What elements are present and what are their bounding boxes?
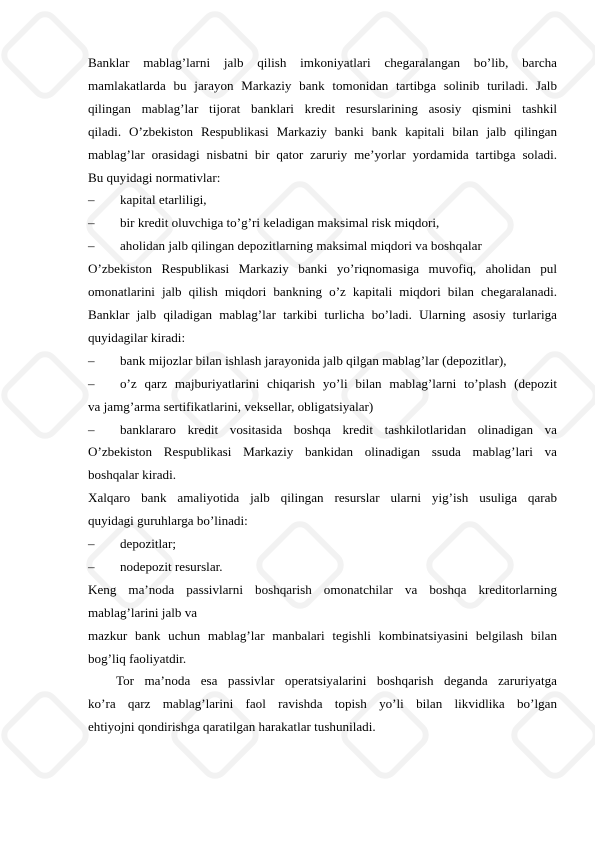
text-line: Tor ma’noda esa passivlar operatsiyalarini boshqarish deganda zaruriyatga xyxy=(116,673,557,689)
bullet-dash: – xyxy=(88,215,95,231)
text-line: mablag’lar orasidagi nisbatni bir qator zaruriy me’yorlar yordamida tartibga soladi. xyxy=(88,146,557,162)
bullet-dash: – xyxy=(88,192,95,208)
watermark-icon xyxy=(0,686,94,785)
bullet-dash: – xyxy=(88,421,95,437)
paragraph-narrow-liability-management xyxy=(88,670,557,739)
paragraph-normatives-heading: Bu quyidagi normativlar: xyxy=(88,169,221,185)
text-line: omonatlarini jalb qilish miqdori bankning o’z kapitali miqdori bilan chegaralanadi. xyxy=(88,284,557,300)
watermark-icon xyxy=(0,346,94,445)
text-line xyxy=(88,419,557,442)
text-line: mazkur bank uchun mablag’lar manbalari tegishli kombinatsiyasini belgilash bilan xyxy=(88,627,557,643)
list-item-text: nodepozit resurslar. xyxy=(120,558,223,574)
text-line: Banklar mablag’larni jalb qilish imkoniyatlari chegaralangan bo’lib, barcha xyxy=(88,55,557,70)
list-item xyxy=(88,419,557,488)
paragraph-broad-liability-management xyxy=(88,579,557,625)
bullet-dash: – xyxy=(88,536,95,552)
bullet-dash: – xyxy=(88,375,95,391)
text-line: Keng ma’noda passivlarni boshqarish omonatchilar va boshqa kreditorlarning xyxy=(88,581,557,597)
text-line: mablag’larini jalb va xyxy=(88,604,198,620)
text-line xyxy=(88,373,557,396)
text-line: O’zbekiston Respublikasi Markaziy banki yo’riqnomasiga muvofiq, aholidan pul xyxy=(88,261,557,277)
list-item-text: kapital etarliligi, xyxy=(120,192,207,208)
list-item-text: o’z qarz majburiyatlarini chiqarish yo’li bilan mablag’larni to’plash (depozit xyxy=(120,375,557,391)
text-line: quyidagilar kiradi: xyxy=(88,329,186,345)
watermark-icon xyxy=(0,6,94,105)
bullet-dash: – xyxy=(88,558,95,574)
text-line: quyidagi guruhlarga bo’linadi: xyxy=(88,513,248,529)
bullet-dash: – xyxy=(88,238,95,254)
list-item xyxy=(88,556,557,579)
text-line: ehtiyojni qondirishga qaratilgan harakatlar tushuniladi. xyxy=(88,719,376,735)
paragraph-funding-sources xyxy=(88,625,557,671)
paragraph-fund-types xyxy=(88,304,557,350)
list-item xyxy=(88,533,557,556)
document-body xyxy=(88,52,557,739)
paragraph-bank-funds-intro xyxy=(88,52,557,167)
bullet-dash: – xyxy=(88,352,95,368)
resource-groups-list xyxy=(88,533,557,579)
text-line: mamlakatlarda bu jarayon Markaziy bank tomonidan tartibga solinib turiladi. Jalb xyxy=(88,77,557,93)
list-item xyxy=(88,212,557,235)
list-item-text: bir kredit oluvchiga to’g’ri keladigan maksimal risk miqdori, xyxy=(120,215,440,231)
list-item-text: aholidan jalb qilingan depozitlarning maksimal miqdori va boshqalar xyxy=(120,238,482,254)
text-line: ko’ra qarz mablag’larini faol ravishda topish yo’li bilan likvidlika bo’lgan xyxy=(88,696,557,712)
text-line: va jamg’arma sertifikatlarini, veksellar, obligatsiyalar) xyxy=(88,398,374,414)
text-line: qilingan mablag’lar tijorat banklari kredit resurslarining asosiy qismini tashkil xyxy=(88,100,557,116)
list-item xyxy=(88,373,557,419)
list-item-text: bank mijozlar bilan ishlash jarayonida jalb qilgan mablag’lar (depozitlar), xyxy=(120,352,507,368)
text-line: Banklar jalb qiladigan mablag’lar tarkibi turlicha bo’ladi. Ularning asosiy turlariga xyxy=(88,306,557,322)
text-line: O’zbekiston Respublikasi Markaziy bankidan olinadigan ssuda mablag’lari va xyxy=(88,444,557,460)
list-item xyxy=(88,350,557,373)
list-item xyxy=(88,189,557,212)
paragraph-international-practice xyxy=(88,487,557,533)
text-line: boshqalar kiradi. xyxy=(88,467,176,483)
paragraph-deposit-limit xyxy=(88,258,557,304)
text-line: Xalqaro bank amaliyotida jalb qilingan resurslar ularni yig’ish usuliga qarab xyxy=(88,490,557,506)
list-item-text: depozitlar; xyxy=(120,536,176,552)
text-line: bog’liq faoliyatdir. xyxy=(88,650,187,666)
text-line: qiladi. O’zbekiston Respublikasi Markaziy banki bank kapitali bilan jalb qilingan xyxy=(88,123,557,139)
normatives-list xyxy=(88,189,557,258)
list-item xyxy=(88,235,557,258)
fund-types-list xyxy=(88,350,557,487)
list-item-text: banklararo kredit vositasida boshqa kredit tashkilotlaridan olinadigan va xyxy=(120,421,557,437)
